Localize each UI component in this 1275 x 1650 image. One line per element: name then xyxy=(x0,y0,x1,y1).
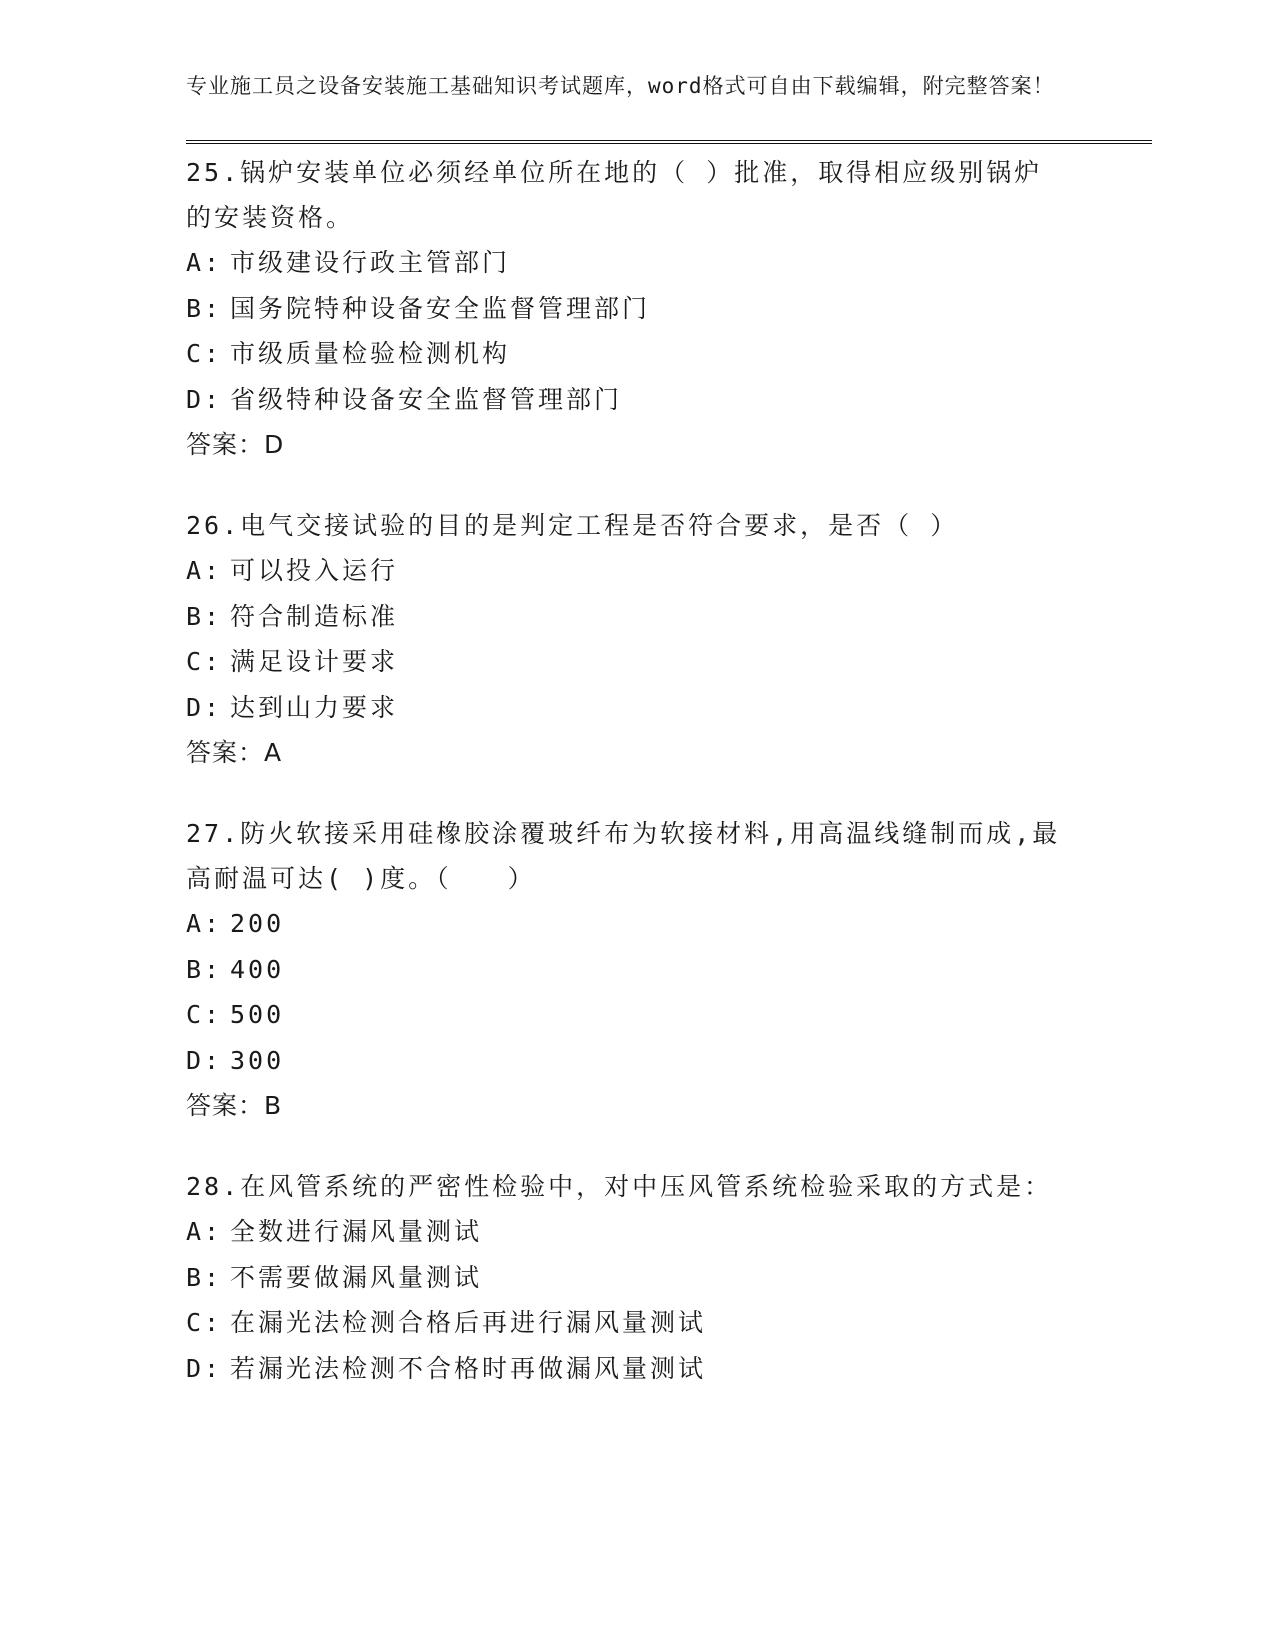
header-divider xyxy=(186,140,1152,144)
answer-option xyxy=(186,901,1152,947)
answer-option xyxy=(186,377,1152,423)
document-page xyxy=(186,70,1152,1427)
answer-value: D xyxy=(264,430,285,459)
option-letter: A: xyxy=(186,248,223,277)
option-text: 可以投入运行 xyxy=(230,556,399,585)
answer-option xyxy=(186,594,1152,640)
option-text: 省级特种设备安全监督管理部门 xyxy=(230,384,623,414)
option-text: 市级质量检验检测机构 xyxy=(230,339,511,368)
question-block xyxy=(186,1164,1152,1391)
option-text: 在漏光法检测合格后再进行漏风量测试 xyxy=(230,1308,707,1337)
answer-option xyxy=(186,1209,1152,1255)
option-text: 符合制造标准 xyxy=(230,601,399,631)
option-text: 全数进行漏风量测试 xyxy=(230,1217,483,1246)
answer-line xyxy=(186,422,1152,467)
answer-prefix: 答案： xyxy=(186,738,265,767)
option-text: 市级建设行政主管部门 xyxy=(230,248,511,277)
answer-option xyxy=(186,1346,1152,1392)
document-header: 专业施工员之设备安装施工基础知识考试题库，word格式可自由下载编辑，附完整答案！ xyxy=(186,74,1055,98)
answer-option xyxy=(186,331,1152,377)
answer-option xyxy=(186,992,1152,1038)
option-letter: D: xyxy=(186,384,223,414)
option-text: 若漏光法检测不合格时再做漏风量测试 xyxy=(230,1353,707,1383)
option-letter: C: xyxy=(186,339,223,368)
answer-option xyxy=(186,1038,1152,1084)
question-list xyxy=(186,150,1152,1391)
question-stem: 25.锅炉安装单位必须经单位所在地的（ ）批准，取得相应级别锅炉的安装资格。 xyxy=(186,158,1043,232)
question-stem: 26.电气交接试验的目的是判定工程是否符合要求，是否（ ） xyxy=(186,511,959,540)
answer-option xyxy=(186,685,1152,731)
answer-option xyxy=(186,1300,1152,1346)
option-text: 200 xyxy=(230,909,285,938)
option-letter: D: xyxy=(186,692,223,722)
answer-line xyxy=(186,730,1152,775)
question-block xyxy=(186,811,1152,1128)
answer-value: B xyxy=(264,1091,283,1120)
question-stem: 27.防火软接采用硅橡胶涂覆玻纤布为软接材料,用高温线缝制而成,最高耐温可达( )度。（ ） xyxy=(186,819,1061,893)
option-text: 不需要做漏风量测试 xyxy=(230,1262,483,1292)
question-block xyxy=(186,150,1152,467)
option-letter: D: xyxy=(186,1353,223,1383)
answer-prefix: 答案： xyxy=(186,430,265,459)
option-text: 300 xyxy=(230,1045,285,1075)
answer-option xyxy=(186,240,1152,286)
answer-option xyxy=(186,639,1152,685)
option-letter: A: xyxy=(186,909,223,938)
answer-value: A xyxy=(264,738,283,767)
answer-option xyxy=(186,286,1152,332)
answer-option xyxy=(186,947,1152,993)
option-letter: C: xyxy=(186,1000,223,1029)
option-letter: B: xyxy=(186,293,223,323)
option-letter: A: xyxy=(186,1217,223,1246)
option-text: 500 xyxy=(230,1000,285,1029)
answer-line xyxy=(186,1083,1152,1128)
option-letter: B: xyxy=(186,1262,223,1292)
option-letter: C: xyxy=(186,647,223,676)
option-letter: D: xyxy=(186,1045,223,1075)
option-text: 400 xyxy=(230,954,285,984)
answer-option xyxy=(186,1255,1152,1301)
option-text: 国务院特种设备安全监督管理部门 xyxy=(230,293,651,323)
option-text: 达到山力要求 xyxy=(230,692,399,722)
option-letter: B: xyxy=(186,601,223,631)
question-stem: 28.在风管系统的严密性检验中，对中压风管系统检验采取的方式是： xyxy=(186,1172,1053,1201)
option-text: 满足设计要求 xyxy=(230,647,399,676)
answer-option xyxy=(186,548,1152,594)
option-letter: A: xyxy=(186,556,223,585)
option-letter: C: xyxy=(186,1308,223,1337)
option-letter: B: xyxy=(186,954,223,984)
answer-prefix: 答案： xyxy=(186,1091,265,1120)
question-block xyxy=(186,503,1152,775)
